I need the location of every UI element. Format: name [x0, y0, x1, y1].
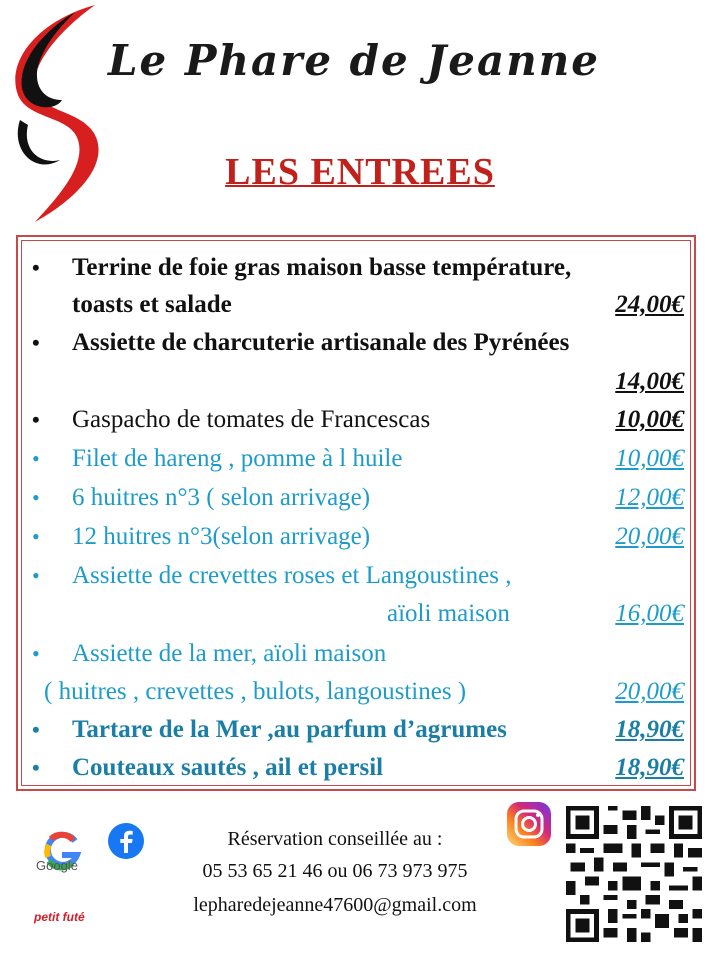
item-price: 20,00€ [615, 678, 684, 705]
bullet-icon: • [32, 446, 40, 471]
section-title: LES ENTREES [225, 151, 495, 193]
menu-item [22, 249, 694, 286]
menu-item [22, 518, 694, 555]
item-name: Assiette de crevettes roses et Langoustines , [72, 562, 512, 589]
item-price: 16,00€ [615, 600, 684, 627]
menu-item [22, 324, 694, 361]
bullet-icon: • [32, 755, 40, 780]
petit-fute-logo: petit futé [34, 910, 85, 924]
item-price: 14,00€ [615, 368, 684, 395]
menu-item [22, 557, 694, 594]
item-name: Terrine de foie gras maison basse température, [72, 254, 572, 281]
menu-item-continued [22, 595, 694, 632]
item-name: Assiette de la mer, aïoli maison [72, 640, 387, 667]
item-price: 12,00€ [615, 484, 684, 511]
menu-item [22, 401, 694, 438]
item-name: 12 huitres n°3(selon arrivage) [72, 523, 371, 550]
item-price: 10,00€ [615, 445, 684, 472]
menu-item-continued [22, 673, 694, 710]
item-price: 24,00€ [615, 291, 684, 318]
phone-numbers[interactable]: 05 53 65 21 46 ou 06 73 973 975 [202, 860, 468, 882]
item-price: 20,00€ [615, 523, 684, 550]
item-name-line2: aïoli maison [387, 600, 510, 627]
menu-item [22, 440, 694, 477]
item-price: 18,90€ [615, 716, 684, 743]
item-name: 6 huitres n°3 ( selon arrivage) [72, 484, 371, 511]
reservation-label: Réservation conseillée au : [227, 828, 443, 850]
item-name-line2: toasts et salade [72, 291, 232, 318]
bullet-icon: • [32, 563, 40, 588]
item-name: Tartare de la Mer ,au parfum d’agrumes [72, 716, 507, 743]
menu-item-continued [22, 286, 694, 323]
bullet-icon: • [32, 524, 40, 549]
email-address[interactable]: lepharedejeanne47600@gmail.com [193, 894, 477, 916]
item-name: Assiette de charcuterie artisanale des Pyrénées [72, 329, 570, 356]
item-price: 10,00€ [615, 406, 684, 433]
bullet-icon: • [32, 255, 40, 280]
google-label: Google [36, 858, 78, 873]
menu-frame [16, 235, 696, 791]
item-name: Filet de hareng , pomme à l huile [72, 445, 403, 472]
menu-list [21, 240, 691, 786]
menu-item [22, 711, 694, 748]
bullet-icon: • [32, 407, 40, 432]
menu-item [22, 635, 694, 672]
instagram-icon[interactable] [505, 800, 553, 848]
menu-item-continued [22, 363, 694, 400]
bullet-icon: • [32, 641, 40, 666]
item-price: 18,90€ [615, 754, 684, 781]
item-name: Gaspacho de tomates de Francescas [72, 406, 431, 433]
item-name-line2: ( huitres , crevettes , bulots, langoustines ) [44, 678, 467, 705]
item-name: Couteaux sautés , ail et persil [72, 754, 384, 781]
bullet-icon: • [32, 485, 40, 510]
bullet-icon: • [32, 717, 40, 742]
menu-item [22, 749, 694, 786]
bullet-icon: • [32, 330, 40, 355]
restaurant-name: Le Phare de Jeanne [108, 36, 600, 85]
menu-item [22, 479, 694, 516]
qr-code-icon[interactable] [566, 806, 702, 942]
